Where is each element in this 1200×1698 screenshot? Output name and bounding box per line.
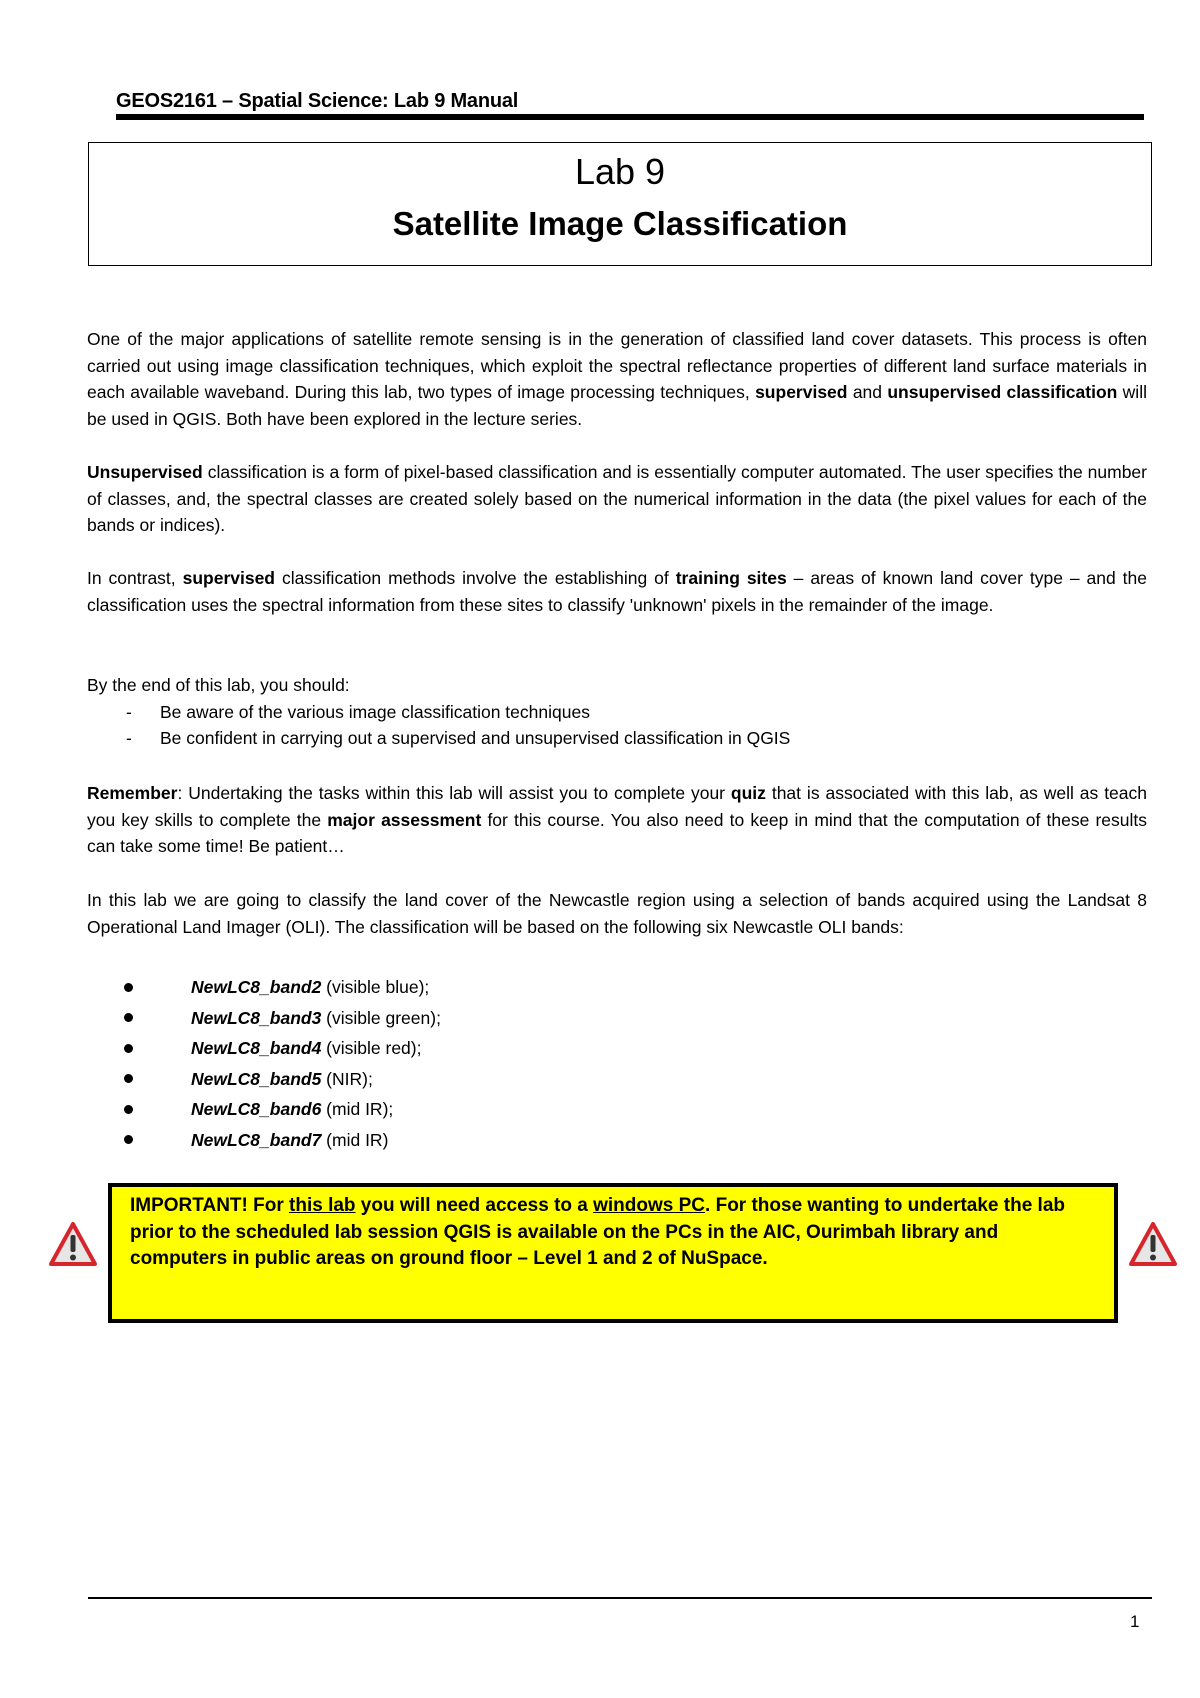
running-header: GEOS2161 – Spatial Science: Lab 9 Manual	[116, 88, 1144, 120]
list-item: - Be aware of the various image classification techniques	[126, 701, 590, 722]
list-item: NewLC8_band7 (mid IR)	[87, 1125, 987, 1156]
list-item: NewLC8_band4 (visible red);	[87, 1033, 987, 1064]
objectives-intro: By the end of this lab, you should:	[87, 675, 350, 695]
lab-subtitle: Satellite Image Classification	[392, 205, 848, 242]
bands-intro-paragraph: In this lab we are going to classify the land cover of the Newcastle region using a selection of bands acquired using the Landsat 8 Operational Land Imager (OLI). The classification will be based on the following six Newcastle OLI bands:	[87, 890, 1147, 937]
list-item: NewLC8_band2 (visible blue);	[87, 972, 987, 1003]
unsupervised-paragraph: Unsupervised classification is a form of pixel-based classification and is essentially computer automated. The user specifies the number of classes, and, the spectral classes are created solely based on the numerical information in the data (the pixel values for each of the bands or indices).	[87, 462, 1147, 535]
supervised-paragraph: In contrast, supervised classification methods involve the establishing of training sites – areas of known land cover type – and the classification uses the spectral information from these sites to classify 'unknown' pixels in the remainder of the image.	[87, 568, 1148, 615]
objectives-list	[87, 699, 1147, 752]
list-item: NewLC8_band3 (visible green);	[87, 1003, 987, 1034]
bullet-icon	[124, 1074, 133, 1083]
lab-number-title: Lab 9	[574, 151, 666, 192]
bullet-icon	[124, 983, 133, 992]
list-item: NewLC8_band6 (mid IR);	[87, 1094, 987, 1125]
list-item: NewLC8_band5 (NIR);	[87, 1064, 987, 1095]
title-box	[88, 142, 1152, 266]
remember-paragraph: Remember: Undertaking the tasks within this lab will assist you to complete your quiz that is associated with this lab, as well as teach you key skills to complete the major assessment for this course. You also need to keep in mind that the computation of these results can take some time! Be patient…	[87, 783, 1147, 856]
objectives	[87, 672, 1147, 752]
list-item: - Be confident in carrying out a supervised and unsupervised classification in QGIS	[126, 728, 791, 748]
important-notice: IMPORTANT! For this lab you will need access to a windows PC. For those wanting to undertake the lab prior to the scheduled lab session QGIS is available on the PCs in the AIC, Ourimbah library and computers in public areas on ground floor – Level 1 and 2 of NuSpace.	[108, 1183, 1118, 1323]
warning-triangle-icon	[48, 1220, 98, 1270]
footer-divider	[88, 1597, 1152, 1599]
bands-list	[87, 972, 987, 1156]
intro-paragraph: One of the major applications of satellite remote sensing is in the generation of classified land cover datasets. This process is often carried out using image classification techniques, which exploit the spectral reflectance properties of different land surface materials in each available waveband. During this lab, two types of image processing techniques, supervised and unsupervised classification will be used in QGIS. Both have been explored in the lecture series.	[87, 329, 1147, 429]
warning-triangle-icon	[1128, 1220, 1178, 1270]
page-number: 1	[1130, 1612, 1140, 1631]
bullet-icon	[124, 1013, 133, 1022]
bullet-icon	[124, 1135, 133, 1144]
bullet-icon	[124, 1105, 133, 1114]
bullet-icon	[124, 1044, 133, 1053]
